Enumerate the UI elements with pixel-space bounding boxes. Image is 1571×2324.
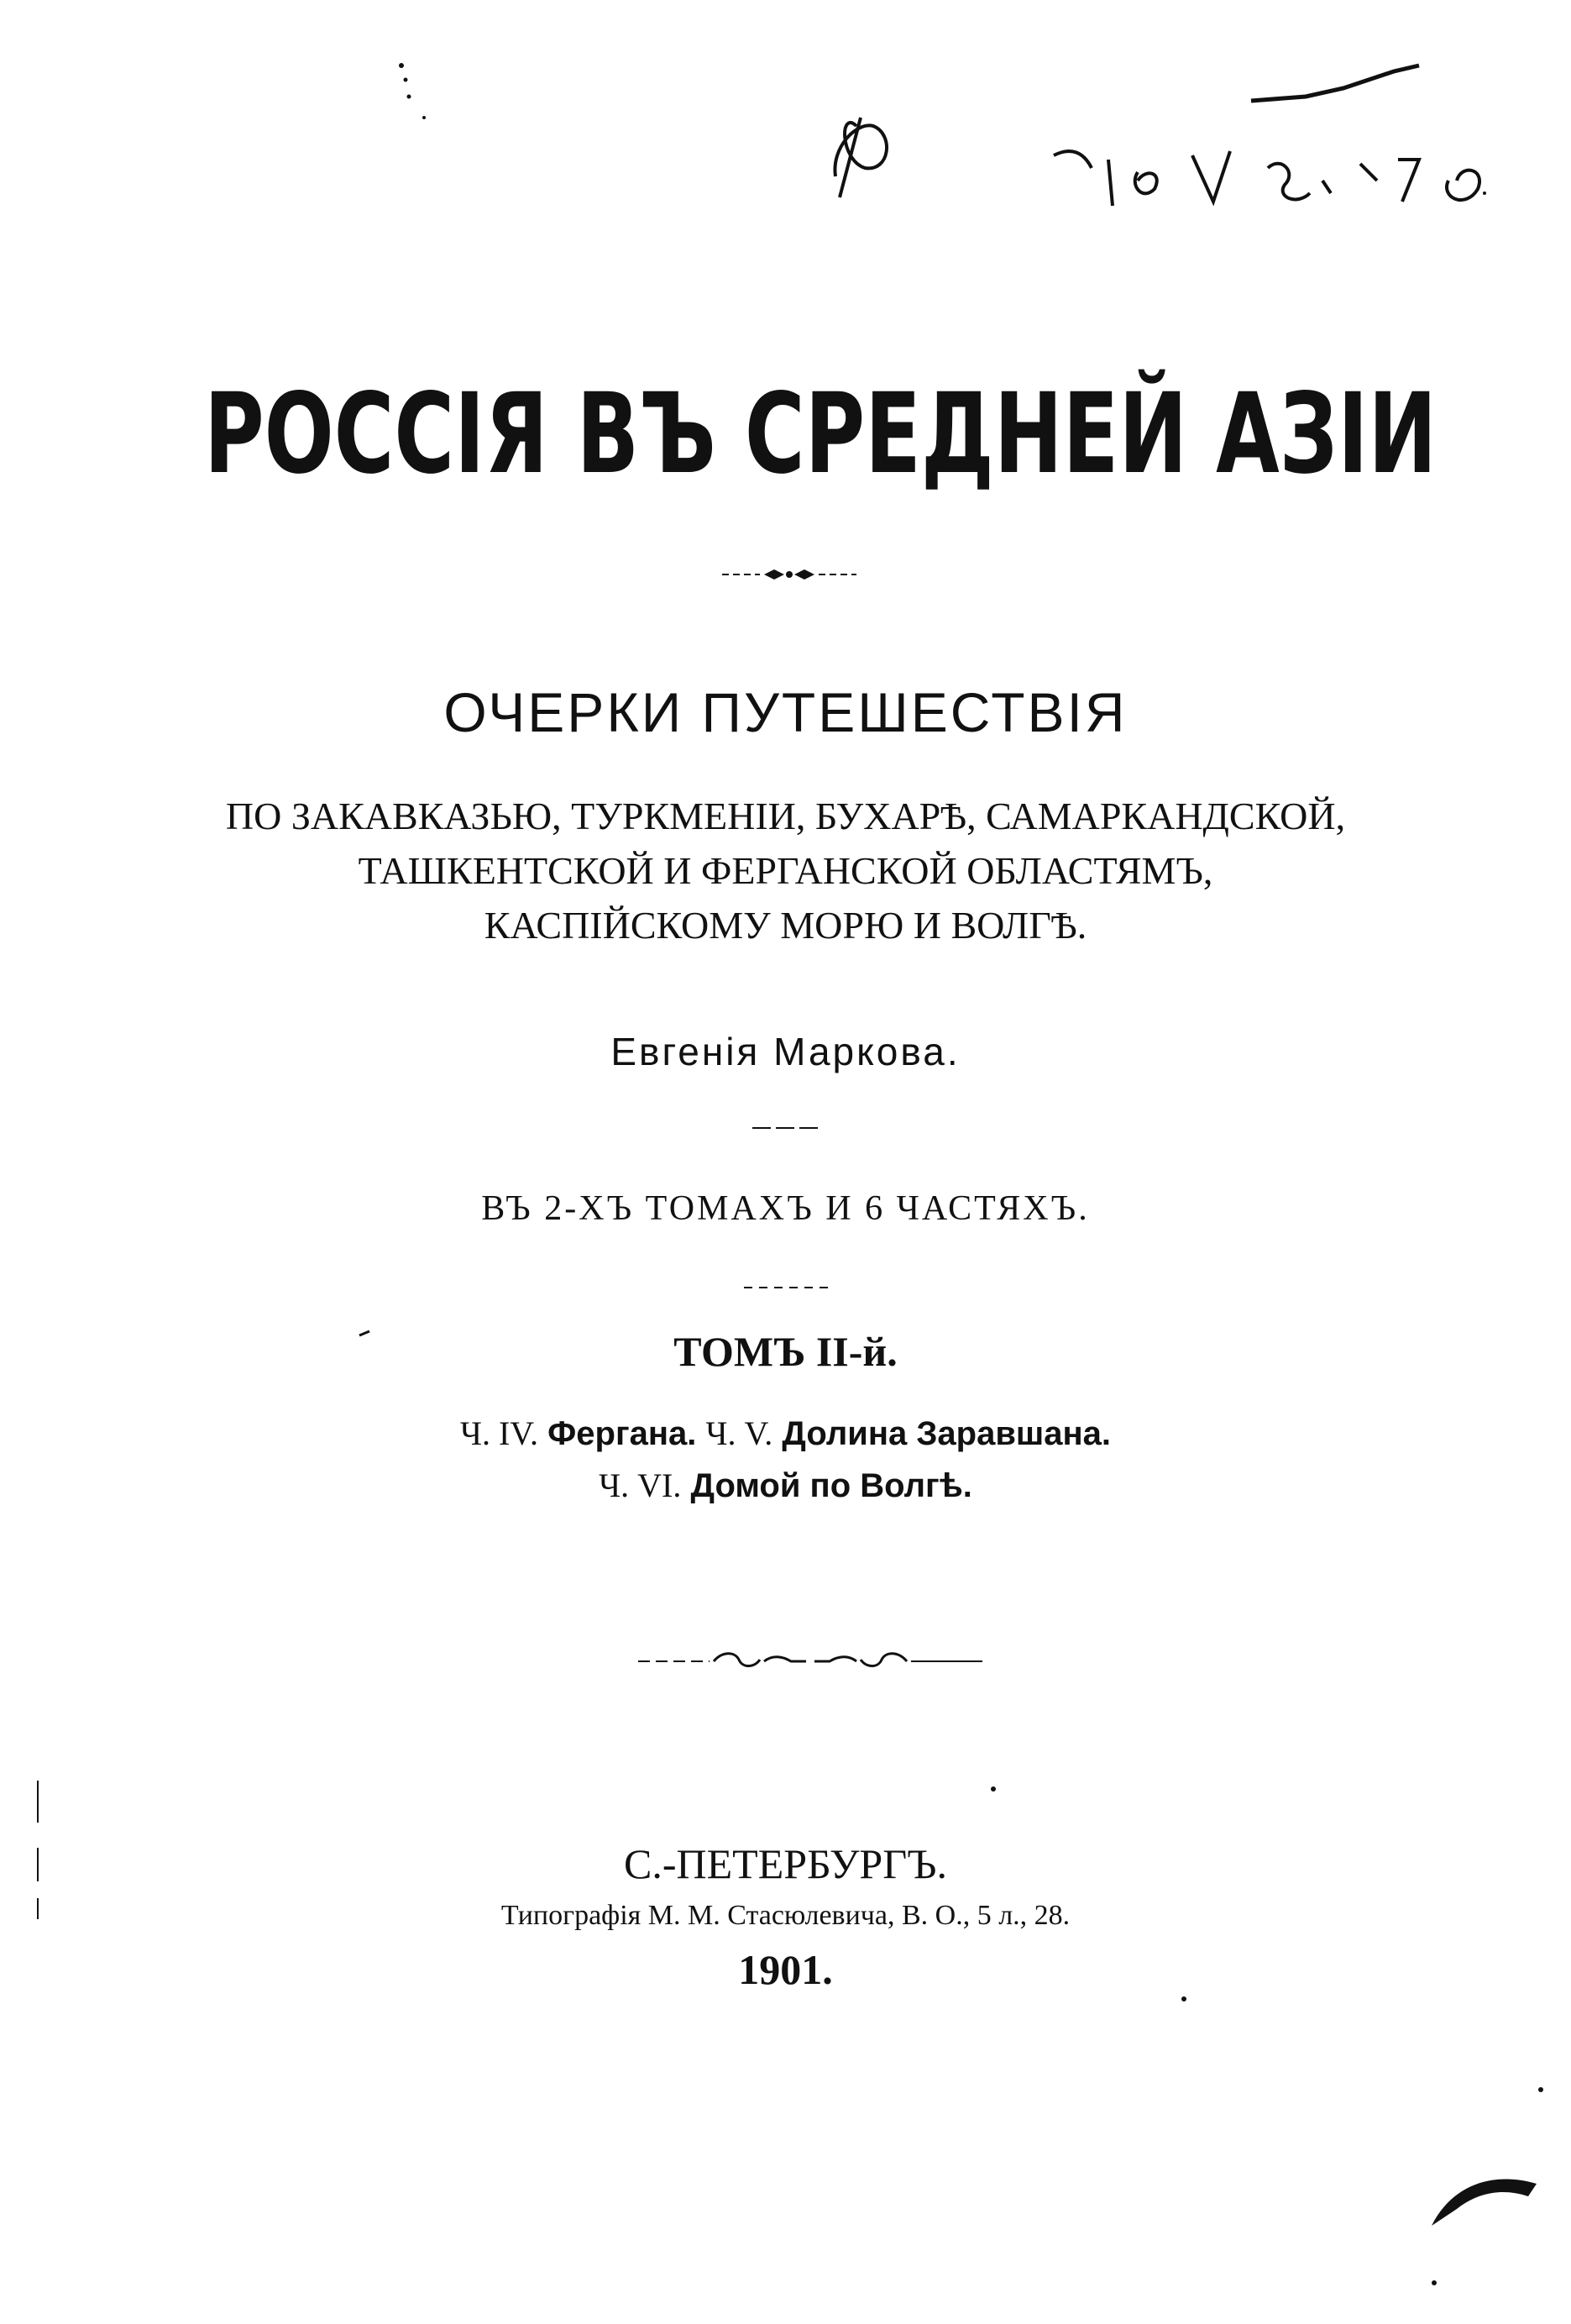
part-6-title: Домой по Волгѣ. — [690, 1467, 972, 1504]
route-line-2: ТАШКЕНТСКОЙ И ФЕРГАНСКОЙ ОБЛАСТЯМЪ, — [358, 849, 1213, 892]
part-4-title: Фергана. — [547, 1415, 697, 1452]
part-5-title: Долина Заравшана. — [782, 1415, 1112, 1452]
imprint-printer: Типографія М. М. Стасюлевича, В. О., 5 л., 28. — [500, 1900, 1071, 1931]
author-name: Евгенія Маркова. — [610, 1030, 961, 1073]
tome-number: ТОМЪ II-й. — [673, 1328, 898, 1375]
part-6-number: Ч. VI. — [599, 1466, 682, 1504]
imprint-year: 1901. — [738, 1946, 833, 1993]
subtitle: ОЧЕРКИ ПУТЕШЕСТВІЯ — [443, 681, 1128, 743]
route-line-1: ПО ЗАКАВКАЗЬЮ, ТУРКМЕНІИ, БУХАРѢ, САМАРКАНДСКОЙ, — [225, 795, 1346, 837]
part-4-number: Ч. IV. — [459, 1414, 539, 1452]
part-5-number: Ч. V. — [705, 1414, 773, 1452]
volumes-note: ВЪ 2-ХЪ ТОМАХЪ И 6 ЧАСТЯХЪ. — [481, 1189, 1090, 1228]
imprint-city: С.-ПЕТЕРБУРГЪ. — [624, 1840, 947, 1887]
route-line-3: КАСПІЙСКОМУ МОРЮ И ВОЛГѢ. — [484, 904, 1087, 947]
book-title: РОССІЯ ВЪ СРЕДНЕЙ АЗІИ — [204, 370, 1437, 499]
